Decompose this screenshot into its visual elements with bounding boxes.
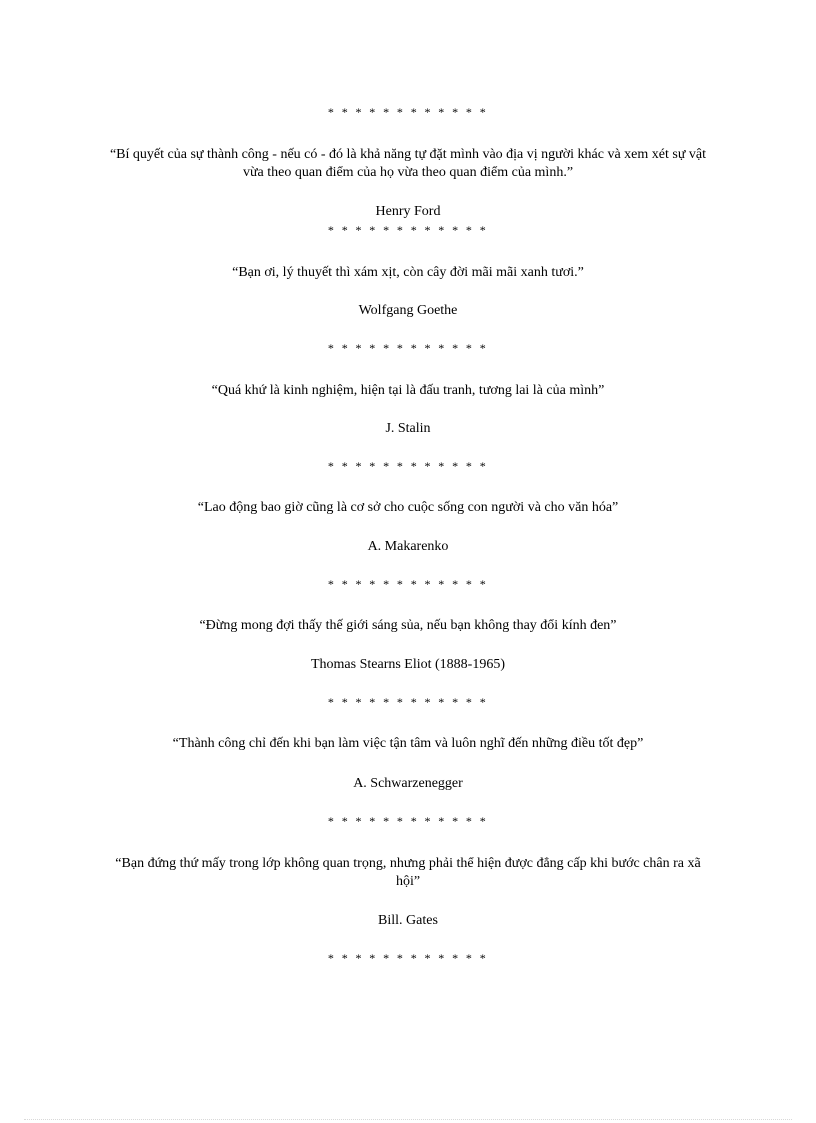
separator: * * * * * * * * * * * * — [327, 695, 489, 709]
quote-author: Bill. Gates — [378, 913, 438, 928]
separator: * * * * * * * * * * * * — [327, 105, 489, 119]
quote-text: “Thành công chỉ đến khi bạn làm việc tận tâm và luôn nghĩ đến những điều tốt đẹp” — [172, 736, 644, 751]
quote-text: “Đừng mong đợi thấy thế giới sáng sủa, nếu bạn không thay đổi kính đen” — [199, 618, 617, 633]
separator: * * * * * * * * * * * * — [327, 223, 489, 237]
separator: * * * * * * * * * * * * — [327, 459, 489, 473]
separator: * * * * * * * * * * * * — [327, 951, 489, 965]
quote-author: J. Stalin — [385, 421, 431, 436]
separator: * * * * * * * * * * * * — [327, 341, 489, 355]
page-bottom-divider — [24, 1119, 792, 1120]
quote-text: “Quá khứ là kinh nghiệm, hiện tại là đấu tranh, tương lai là của mình” — [211, 383, 605, 398]
quote-author: Henry Ford — [375, 204, 441, 219]
quote-author: Thomas Stearns Eliot (1888-1965) — [310, 657, 506, 672]
quote-author: A. Makarenko — [367, 539, 449, 554]
separator: * * * * * * * * * * * * — [327, 814, 489, 828]
quote-text: “Lao động bao giờ cũng là cơ sở cho cuộc sống con người và cho văn hóa” — [197, 500, 619, 515]
quote-text: “Bí quyết của sự thành công - nếu có - đó là khả năng tự đặt mình vào địa vị người khác và xem xét sự vật vừa theo quan điểm của họ vừa theo quan điểm của mình.” — [109, 147, 707, 180]
quote-author: A. Schwarzenegger — [353, 776, 463, 791]
separator: * * * * * * * * * * * * — [327, 577, 489, 591]
quote-text: “Bạn ơi, lý thuyết thì xám xịt, còn cây đời mãi mãi xanh tươi.” — [232, 265, 584, 280]
quote-author: Wolfgang Goethe — [358, 303, 458, 318]
quote-text: “Bạn đứng thứ mấy trong lớp không quan trọng, nhưng phải thể hiện được đẳng cấp khi bước chân ra xã hội” — [115, 856, 701, 889]
